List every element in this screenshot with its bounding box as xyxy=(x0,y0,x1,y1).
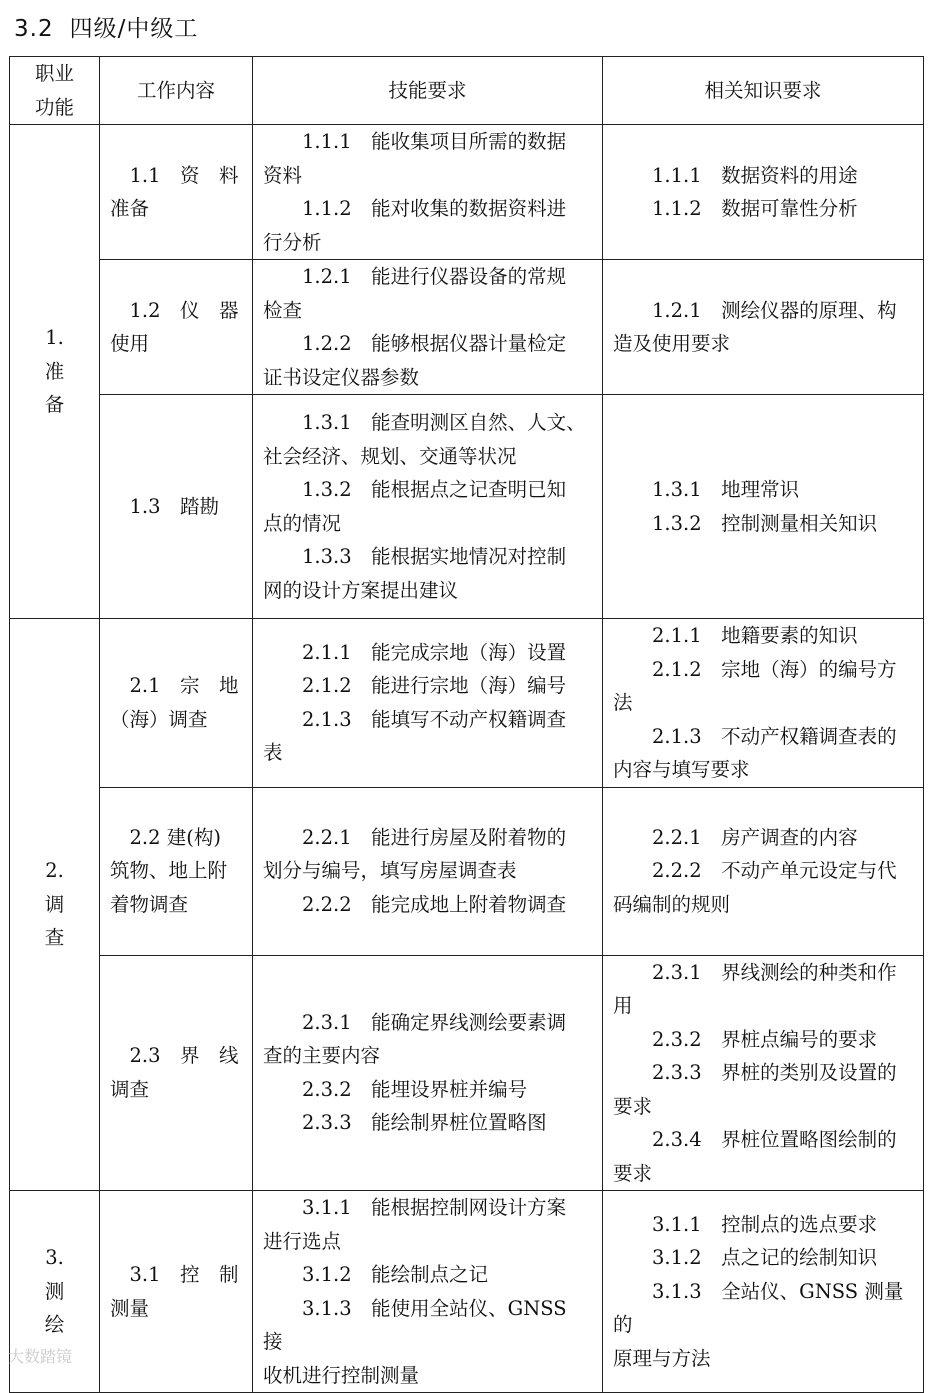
skill-cell xyxy=(253,125,603,260)
section-title: 四级/中级工 xyxy=(69,16,199,42)
skill-cell-line: 表 xyxy=(263,741,283,765)
work-cell xyxy=(100,787,253,955)
skill-cell-line: 1.3.2 能根据点之记查明已知 xyxy=(302,478,567,501)
table-row xyxy=(10,787,924,955)
table-row xyxy=(10,1191,924,1393)
skill-cell-line: 划分与编号，填写房屋调查表 xyxy=(263,859,517,883)
section-number: 3.2 xyxy=(14,16,54,42)
knowledge-cell-line: 2.3.1 界线测绘的种类和作 xyxy=(652,960,897,984)
knowledge-cell-line: 2.1.1 地籍要素的知识 xyxy=(652,624,858,647)
header-knowledge: 相关知识要求 xyxy=(603,57,924,125)
knowledge-cell-line: 造及使用要求 xyxy=(613,332,731,355)
skill-cell-line: 2.2.1 能进行房屋及附着物的 xyxy=(302,825,567,849)
work-cell-line: 测量 xyxy=(110,1296,150,1320)
skill-cell-line: 证书设定仪器参数 xyxy=(263,365,420,389)
knowledge-cell-line: 2.2.2 不动产单元设定与代 xyxy=(652,859,897,883)
knowledge-cell-line: 2.3.4 界桩位置略图绘制的 xyxy=(652,1128,897,1151)
work-cell xyxy=(100,260,253,395)
skill-cell-line: 资料 xyxy=(263,163,303,187)
skill-cell-line: 检查 xyxy=(263,298,303,322)
skill-cell-line: 3.1.1 能根据控制网设计方案 xyxy=(302,1196,567,1219)
table-row xyxy=(10,619,924,788)
skill-cell-line: 2.1.3 能填写不动产权籍调查 xyxy=(302,707,567,731)
knowledge-cell-line: 3.1.3 全站仪、GNSS 测量的 xyxy=(613,1279,904,1337)
skill-cell-line: 1.2.1 能进行仪器设备的常规 xyxy=(302,265,567,288)
work-cell xyxy=(100,955,253,1191)
knowledge-cell-line: 2.1.2 宗地（海）的编号方 xyxy=(652,657,897,681)
work-cell-line: 调查 xyxy=(110,1077,150,1101)
skill-cell-line: 2.3.1 能确定界线测绘要素调 xyxy=(302,1010,567,1034)
work-cell-line: 1.3 踏勘 xyxy=(129,494,220,518)
function-cell-line: 备 xyxy=(44,393,65,417)
knowledge-cell xyxy=(603,787,924,955)
knowledge-cell xyxy=(603,955,924,1191)
function-cell-line: 1. xyxy=(45,326,64,350)
skill-cell-line: 2.2.2 能完成地上附着物调查 xyxy=(302,892,567,916)
work-cell-line: 准备 xyxy=(110,197,150,220)
knowledge-cell-line: 1.2.1 测绘仪器的原理、构 xyxy=(652,298,897,322)
table-row xyxy=(10,395,924,619)
skill-cell-line: 3.1.3 能使用全站仪、GNSS 接 xyxy=(263,1296,567,1353)
knowledge-cell-line: 1.1.2 数据可靠性分析 xyxy=(652,197,858,220)
knowledge-cell xyxy=(603,619,924,788)
function-cell-line: 准 xyxy=(44,359,65,383)
table-row xyxy=(10,955,924,1191)
knowledge-cell-line: 2.1.3 不动产权籍调查表的 xyxy=(652,724,897,748)
knowledge-cell xyxy=(603,395,924,619)
knowledge-cell xyxy=(603,1191,924,1393)
skill-cell-line: 1.3.1 能查明测区自然、人文、 xyxy=(302,411,586,434)
header-skill: 技能要求 xyxy=(253,57,603,125)
knowledge-cell-line: 3.1.2 点之记的绘制知识 xyxy=(652,1246,878,1270)
table-row xyxy=(10,125,924,260)
knowledge-cell-line: 2.2.1 房产调查的内容 xyxy=(652,825,858,849)
skill-cell xyxy=(253,955,603,1191)
work-cell-line: 1.2 仪 器 xyxy=(129,298,239,322)
work-cell-line: 着物调查 xyxy=(110,892,189,916)
skill-cell-line: 社会经济、规划、交通等状况 xyxy=(263,444,517,468)
function-cell-line: 调 xyxy=(44,892,65,916)
function-cell xyxy=(10,125,100,619)
work-cell-line: 2.1 宗 地 xyxy=(129,674,239,698)
knowledge-cell-line: 要求 xyxy=(613,1161,653,1185)
skill-cell-line: 1.1.2 能对收集的数据资料进 xyxy=(302,197,567,220)
knowledge-cell-line: 用 xyxy=(613,994,633,1017)
work-cell xyxy=(100,395,253,619)
skill-cell xyxy=(253,619,603,788)
work-cell xyxy=(100,125,253,260)
header-function: 职业 功能 xyxy=(10,57,100,125)
skill-cell xyxy=(253,1191,603,1393)
skill-cell-line: 1.2.2 能够根据仪器计量检定 xyxy=(302,332,567,355)
knowledge-cell-line: 法 xyxy=(613,691,633,714)
skill-cell xyxy=(253,787,603,955)
work-cell-line: （海）调查 xyxy=(110,707,208,731)
function-cell-line: 3. xyxy=(45,1246,64,1270)
knowledge-cell-line: 1.3.1 地理常识 xyxy=(652,478,800,501)
table-header-row xyxy=(10,57,924,125)
knowledge-cell-line: 1.3.2 控制测量相关知识 xyxy=(652,511,878,535)
knowledge-cell-line: 要求 xyxy=(613,1094,653,1118)
header-work: 工作内容 xyxy=(100,57,253,125)
work-cell xyxy=(100,619,253,788)
work-cell xyxy=(100,1191,253,1393)
function-cell xyxy=(10,619,100,1191)
skill-cell-line: 1.1.1 能收集项目所需的数据 xyxy=(302,130,567,153)
work-cell-line: 3.1 控 制 xyxy=(129,1263,239,1286)
knowledge-cell-line: 2.3.3 界桩的类别及设置的 xyxy=(652,1061,897,1084)
skill-cell-line: 1.3.3 能根据实地情况对控制 xyxy=(302,545,567,568)
function-cell-line: 查 xyxy=(44,926,65,950)
skill-cell xyxy=(253,395,603,619)
skill-cell-line: 2.3.2 能埋设界桩并编号 xyxy=(302,1077,528,1101)
work-cell-line: 2.2 建(构) xyxy=(129,825,221,849)
table-row xyxy=(10,260,924,395)
skill-cell-line: 2.1.2 能进行宗地（海）编号 xyxy=(302,674,567,698)
skill-cell-line: 网的设计方案提出建议 xyxy=(263,578,459,602)
knowledge-cell-line: 码编制的规则 xyxy=(613,892,731,916)
work-cell-line: 2.3 界 线 xyxy=(129,1044,239,1068)
function-cell-line: 2. xyxy=(45,859,64,883)
skill-standard-table xyxy=(9,56,924,1393)
skill-cell-line: 点的情况 xyxy=(263,511,342,535)
knowledge-cell-line: 3.1.1 控制点的选点要求 xyxy=(652,1212,878,1236)
function-cell-line: 绘 xyxy=(44,1313,65,1337)
knowledge-cell-line: 内容与填写要求 xyxy=(613,758,750,781)
skill-cell xyxy=(253,260,603,395)
skill-cell-line: 3.1.2 能绘制点之记 xyxy=(302,1263,489,1286)
function-cell-line: 测 xyxy=(44,1279,65,1303)
skill-cell-line: 进行选点 xyxy=(263,1229,342,1253)
knowledge-cell-line: 1.1.1 数据资料的用途 xyxy=(652,163,858,187)
section-heading xyxy=(14,10,198,43)
skill-cell-line: 2.1.1 能完成宗地（海）设置 xyxy=(302,640,567,664)
work-cell-line: 筑物、地上附 xyxy=(110,859,228,883)
skill-cell-line: 查的主要内容 xyxy=(263,1044,381,1068)
knowledge-cell-line: 原理与方法 xyxy=(613,1346,711,1370)
skill-cell-line: 行分析 xyxy=(263,230,322,254)
knowledge-cell-line: 2.3.2 界桩点编号的要求 xyxy=(652,1027,878,1051)
skill-cell-line: 收机进行控制测量 xyxy=(263,1363,420,1387)
watermark: 大数踏镜 xyxy=(8,1347,73,1366)
knowledge-cell xyxy=(603,260,924,395)
work-cell-line: 1.1 资 料 xyxy=(129,163,239,187)
knowledge-cell xyxy=(603,125,924,260)
skill-cell-line: 2.3.3 能绘制界桩位置略图 xyxy=(302,1111,547,1135)
work-cell-line: 使用 xyxy=(110,332,150,355)
